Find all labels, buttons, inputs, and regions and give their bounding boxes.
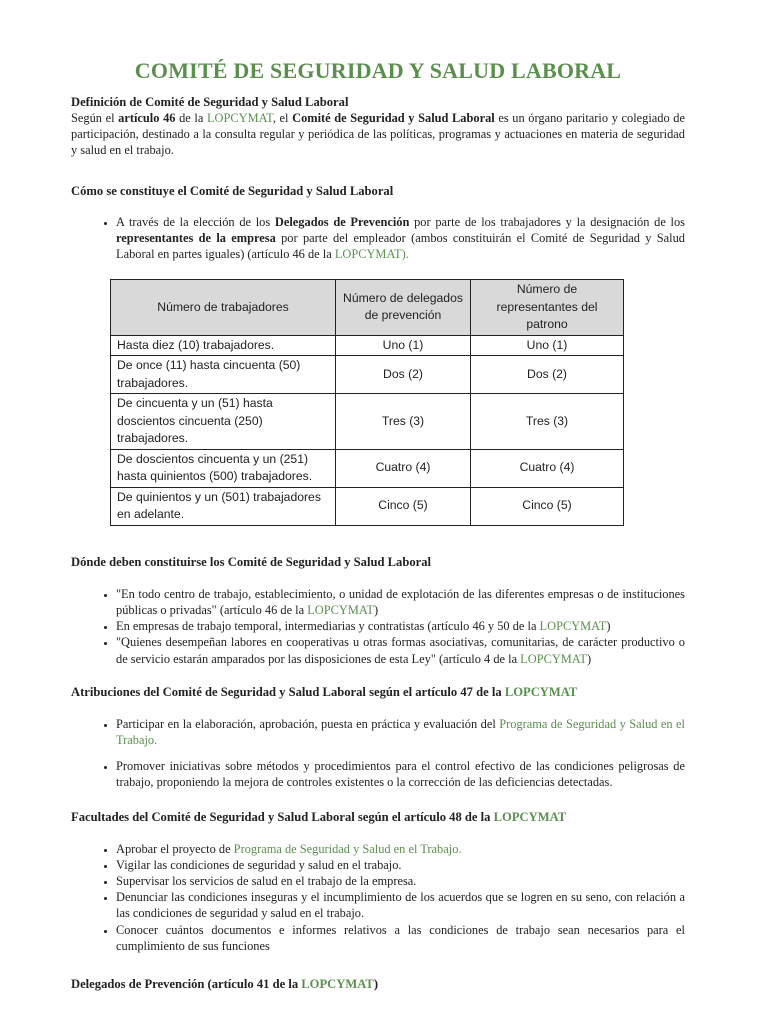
- list-item: [116, 716, 685, 748]
- text: .: [458, 841, 462, 856]
- lopcymat-link[interactable]: LOPCYMAT: [307, 602, 374, 617]
- text: Según el: [71, 111, 119, 125]
- list-item: [116, 618, 685, 634]
- list-item: • Supervisar los servicios de salud en el trabajo de la empresa.: [116, 873, 685, 889]
- cell-workers: De quinientos y un (501) trabajadores en adelante.: [111, 487, 336, 525]
- header-representatives: Número de representantes del patrono: [471, 280, 624, 336]
- text: Participar en la elaboración, aprobación, puesta en práctica y evaluación del: [116, 716, 500, 731]
- bold-text: Delegados de Prevención: [274, 214, 410, 229]
- cell-workers: De once (11) hasta cincuenta (50) trabajadores.: [111, 356, 336, 394]
- bold-text: Comité de Seguridad y Salud Laboral: [292, 111, 495, 125]
- cell-delegates: Dos (2): [336, 356, 471, 394]
- bold-text: representantes de la empresa: [116, 230, 276, 245]
- text: Delegados de Prevención (artículo 41 de la: [71, 976, 302, 991]
- lopcymat-link[interactable]: LOPCYMAT: [504, 684, 578, 699]
- text: por parte del empleador (ambos constituirán el Comité de Seguridad y Salud Laboral en partes iguales) (artículo 46 de la: [116, 230, 686, 262]
- lopcymat-link[interactable]: LOPCYMAT: [334, 247, 402, 262]
- lopcymat-link[interactable]: LOPCYMAT: [206, 111, 273, 125]
- header-workers: Número de trabajadores: [111, 280, 336, 336]
- faculties-heading: [71, 809, 685, 825]
- cell-delegates: Uno (1): [336, 335, 471, 356]
- text: por parte de los trabajadores y la designación de los: [409, 214, 685, 229]
- definition-heading: Definición de Comité de Seguridad y Salud Laboral: [71, 95, 349, 109]
- text: En empresas de trabajo temporal, intermediarias y contratistas (artículo 46 y 50 de la: [116, 619, 540, 634]
- list-item: • Promover iniciativas sobre métodos y procedimientos para el control efectivo de las condiciones peligrosas de trabajo, proponiendo la mejora de controles existentes o la corrección de las deficiencias detectadas.: [116, 758, 685, 790]
- text: "En todo centro de trabajo, establecimiento, o unidad de explotación de las diferentes empresas o de instituciones públicas o privadas" (artículo 46 de la: [116, 586, 685, 617]
- table-row: [111, 487, 624, 525]
- cell-representatives: Tres (3): [471, 394, 624, 450]
- delegados-heading: [71, 976, 685, 992]
- header-delegates: Número de delegados de prevención: [336, 280, 471, 336]
- cell-representatives: Uno (1): [471, 335, 624, 356]
- faculties-list: [71, 841, 685, 954]
- table-row: [111, 394, 624, 450]
- constitute-heading: Cómo se constituye el Comité de Seguridad y Salud Laboral: [71, 183, 394, 198]
- cell-representatives: Dos (2): [471, 356, 624, 394]
- list-item: [116, 586, 685, 618]
- program-link[interactable]: Programa de Seguridad y Salud en el Trabajo: [116, 716, 685, 747]
- constitute-list: [71, 214, 685, 263]
- attributions-heading: [71, 684, 685, 700]
- cell-workers: De cincuenta y un (51) hasta doscientos cincuenta (250) trabajadores.: [111, 394, 336, 450]
- text: Atribuciones del Comité de Seguridad y Salud Laboral según el artículo 47 de la: [71, 684, 505, 699]
- text: "Quienes desempeñan labores en cooperativas u otras formas asociativas, comunitarias, de carácter productivo o de servicio estarán amparados por las disposiciones de esta Ley" (artículo 4 de la: [116, 635, 685, 666]
- cell-delegates: Cinco (5): [336, 487, 471, 525]
- where-heading: Dónde deben constituirse los Comité de Seguridad y Salud Laboral: [71, 554, 432, 569]
- text: ): [586, 651, 592, 666]
- lopcymat-link[interactable]: LOPCYMAT: [301, 976, 374, 991]
- text: ): [606, 619, 611, 634]
- list-item: [116, 841, 685, 857]
- lopcymat-link[interactable]: LOPCYMAT: [539, 619, 607, 634]
- text: Aprobar el proyecto de: [116, 841, 234, 856]
- text: ): [373, 602, 379, 617]
- list-item: • Conocer cuántos documentos e informes relativos a las condiciones de trabajo sean necesarios para el cumplimiento de sus funciones: [116, 922, 685, 954]
- text: de la: [175, 111, 207, 125]
- list-item: • Denunciar las condiciones inseguras y el incumplimiento de los acuerdos que se logren en su seno, con relación a las condiciones de seguridad y salud en el trabajo.: [116, 889, 685, 921]
- cell-delegates: Cuatro (4): [336, 449, 471, 487]
- table-row: [111, 356, 624, 394]
- section-definition: [71, 94, 685, 159]
- cell-workers: Hasta diez (10) trabajadores.: [111, 335, 336, 356]
- delegates-table: [110, 279, 624, 526]
- list-item: [116, 634, 685, 666]
- text: es un órgano paritario y colegiado de participación, destinado a la consulta regular y periódica de las políticas, programas y actuaciones en materia de seguridad y salud en el trabajo.: [71, 111, 685, 158]
- page-title: COMITÉ DE SEGURIDAD Y SALUD LABORAL: [134, 58, 622, 83]
- text: .: [154, 732, 158, 747]
- where-list: [71, 586, 685, 667]
- attributions-list: [71, 716, 685, 791]
- cell-workers: De doscientos cincuenta y un (251) hasta quinientos (500) trabajadores.: [111, 449, 336, 487]
- list-item: [116, 214, 685, 263]
- table-header-row: [111, 280, 624, 336]
- lopcymat-link[interactable]: LOPCYMAT: [520, 651, 587, 666]
- table-row: [111, 335, 624, 356]
- definition-paragraph: [71, 110, 685, 159]
- bold-text: artículo 46: [118, 111, 176, 125]
- text: A través de la elección de los: [116, 214, 275, 229]
- lopcymat-link[interactable]: LOPCYMAT: [493, 809, 567, 824]
- cell-representatives: Cinco (5): [471, 487, 624, 525]
- text: , el: [272, 111, 293, 125]
- table-row: [111, 449, 624, 487]
- text: ): [373, 976, 379, 991]
- text: Facultades del Comité de Seguridad y Salud Laboral según el artículo 48 de la: [71, 809, 494, 824]
- list-item: • Vigilar las condiciones de seguridad y salud en el trabajo.: [116, 857, 685, 873]
- cell-representatives: Cuatro (4): [471, 449, 624, 487]
- text: ).: [401, 247, 409, 262]
- program-link[interactable]: Programa de Seguridad y Salud en el Trabajo: [233, 841, 459, 856]
- cell-delegates: Tres (3): [336, 394, 471, 450]
